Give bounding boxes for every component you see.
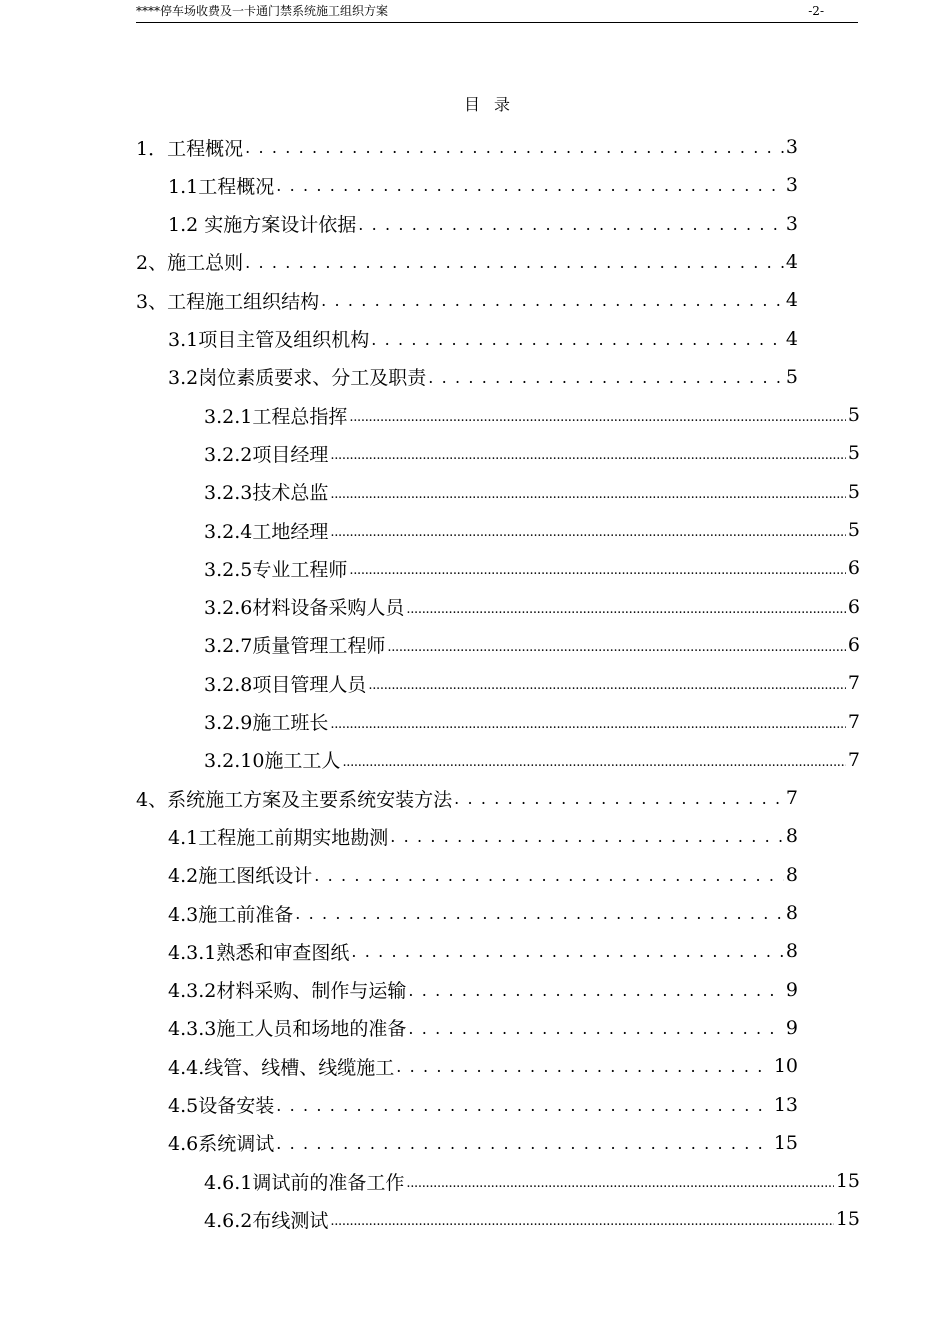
toc-entry-label: 4.3.3施工人员和场地的准备 — [168, 1018, 407, 1041]
toc-entry-label: 4.4.线管、线槽、线缆施工 — [168, 1056, 395, 1079]
toc-entry-label: 3.2.8项目管理人员 — [204, 673, 367, 696]
toc-entry-label: 4.3.2材料采购、制作与运输 — [168, 980, 407, 1003]
toc-entry[interactable] — [204, 703, 860, 741]
toc-entry[interactable] — [136, 779, 798, 817]
toc-entry-page-number: 6 — [847, 595, 860, 618]
toc-entry-page-number: 9 — [785, 1016, 798, 1039]
toc-entry-label: 1.1工程概况 — [168, 175, 275, 198]
toc-entry-label: 1.2 实施方案设计依据 — [168, 214, 357, 237]
toc-dot-leader — [314, 856, 784, 894]
toc-dot-leader — [368, 664, 846, 702]
toc-entry-page-number: 15 — [835, 1208, 860, 1231]
toc-entry[interactable] — [204, 1200, 860, 1238]
toc-dot-leader — [349, 396, 846, 434]
toc-title: 目录 — [463, 95, 524, 114]
toc-entry-page-number: 6 — [847, 557, 860, 580]
toc-entry-page-number: 9 — [785, 978, 798, 1001]
toc-entry-page-number: 10 — [773, 1055, 798, 1078]
header-title: ****停车场收费及一卡通门禁系统施工组织方案 — [136, 4, 389, 18]
toc-entry[interactable] — [168, 358, 798, 396]
toc-dot-leader — [454, 779, 784, 817]
toc-entry[interactable] — [168, 856, 798, 894]
toc-entry[interactable] — [168, 894, 798, 932]
toc-entry[interactable] — [204, 549, 860, 587]
toc-entry[interactable] — [168, 1086, 798, 1124]
toc-entry-label: 3、工程施工组织结构 — [136, 290, 320, 313]
toc-entry[interactable] — [204, 664, 860, 702]
toc-dot-leader — [371, 320, 784, 358]
toc-entry-label: 2、施工总则 — [136, 252, 244, 275]
toc-entry-page-number: 5 — [847, 480, 860, 503]
toc-entry[interactable] — [168, 932, 798, 970]
toc-entry[interactable] — [136, 128, 798, 166]
toc-dot-leader — [396, 1047, 772, 1085]
toc-entry-page-number: 7 — [847, 710, 860, 733]
toc-entry-page-number: 5 — [785, 365, 798, 388]
toc-dot-leader — [276, 1124, 772, 1162]
toc-dot-leader — [321, 281, 784, 319]
toc-dot-leader — [276, 166, 784, 204]
toc-dot-leader — [342, 741, 845, 779]
toc-entry[interactable] — [204, 588, 860, 626]
toc-entry-page-number: 3 — [785, 136, 798, 158]
toc-dot-leader — [330, 473, 846, 511]
toc-entry-label: 1．工程概况 — [136, 137, 244, 160]
toc-entry-page-number: 7 — [785, 787, 798, 810]
toc-entry-page-number: 5 — [847, 519, 860, 541]
toc-entry-label: 4.3施工前准备 — [168, 903, 294, 926]
toc-entry-page-number: 3 — [785, 174, 798, 197]
toc-dot-leader — [351, 932, 784, 970]
toc-dot-leader — [330, 703, 846, 741]
toc-entry-page-number: 8 — [785, 825, 798, 848]
toc-dot-leader — [387, 626, 846, 664]
toc-entry-label: 4、系统施工方案及主要系统安装方法 — [136, 788, 453, 811]
toc-entry[interactable] — [136, 281, 798, 319]
toc-entry-label: 3.2.9施工班长 — [204, 712, 329, 734]
toc-entry-label: 4.5设备安装 — [168, 1095, 275, 1117]
toc-dot-leader — [330, 511, 846, 549]
toc-entry-label: 3.2.5专业工程师 — [204, 558, 348, 581]
toc-dot-leader — [358, 205, 784, 243]
toc-entry[interactable] — [168, 1009, 798, 1047]
toc-dot-leader — [408, 971, 784, 1009]
toc-entry-label: 3.2岗位素质要求、分工及职责 — [168, 367, 427, 390]
toc-entry-page-number: 15 — [773, 1131, 798, 1154]
toc-dot-leader — [428, 358, 784, 396]
header-page-number: -2- — [808, 4, 824, 18]
toc-dot-leader — [245, 243, 784, 281]
toc-entry-page-number: 3 — [785, 212, 798, 235]
toc-entry[interactable] — [204, 741, 860, 779]
toc-entry-label: 4.6.1调试前的准备工作 — [204, 1171, 405, 1194]
toc-dot-leader — [406, 1162, 833, 1200]
toc-entry-label: 3.2.7质量管理工程师 — [204, 635, 386, 658]
toc-entry-page-number: 13 — [773, 1093, 798, 1116]
toc-entry[interactable] — [204, 473, 860, 511]
toc-entry-page-number: 4 — [785, 327, 798, 350]
toc-entry-page-number: 8 — [785, 940, 798, 963]
toc-entry-label: 3.2.6材料设备采购人员 — [204, 597, 405, 620]
toc-dot-leader — [245, 128, 784, 166]
toc-entry[interactable] — [168, 1124, 798, 1162]
toc-entry[interactable] — [204, 434, 860, 472]
toc-entry[interactable] — [168, 971, 798, 1009]
page-header — [136, 2, 858, 23]
toc-entry[interactable] — [168, 817, 798, 855]
toc-entry[interactable] — [168, 205, 798, 243]
toc-entry[interactable] — [168, 1047, 798, 1085]
toc-dot-leader — [349, 549, 846, 587]
toc-entry[interactable] — [168, 166, 798, 204]
toc-dot-leader — [276, 1086, 772, 1124]
toc-entry-page-number: 7 — [847, 672, 860, 695]
toc-entry-page-number: 4 — [785, 250, 798, 273]
toc-entry-label: 3.2.10施工工人 — [204, 750, 341, 773]
toc-entry-label: 3.2.3技术总监 — [204, 482, 329, 505]
toc-entry[interactable] — [204, 396, 860, 434]
toc-dot-leader — [330, 1200, 833, 1238]
toc-entry-page-number: 6 — [847, 633, 860, 656]
toc-entry[interactable] — [204, 1162, 860, 1200]
toc-entry-label: 4.2施工图纸设计 — [168, 865, 313, 888]
toc-entry-page-number: 7 — [847, 748, 860, 771]
toc-entry-label: 3.2.1工程总指挥 — [204, 405, 348, 428]
toc-entry[interactable] — [204, 511, 860, 549]
toc-entry-page-number: 8 — [785, 863, 798, 886]
toc-dot-leader — [330, 434, 846, 472]
toc-entry-page-number: 5 — [847, 442, 860, 465]
toc-dot-leader — [390, 817, 784, 855]
toc-dot-leader — [295, 894, 784, 932]
toc-entry-page-number: 5 — [847, 404, 860, 427]
toc-entry-label: 3.2.2项目经理 — [204, 443, 329, 466]
toc-entry[interactable] — [168, 320, 798, 358]
toc-entry-label: 4.3.1熟悉和审查图纸 — [168, 941, 350, 964]
toc-entry-page-number: 8 — [785, 902, 798, 924]
toc-entry[interactable] — [136, 243, 798, 281]
toc-dot-leader — [406, 588, 846, 626]
toc-dot-leader — [408, 1009, 784, 1047]
toc-entry-label: 3.1项目主管及组织机构 — [168, 329, 370, 351]
toc-entry[interactable] — [204, 626, 860, 664]
toc-entry-page-number: 4 — [785, 289, 798, 312]
toc-entry-label: 4.1工程施工前期实地勘测 — [168, 826, 389, 849]
toc-entry-label: 4.6.2布线测试 — [204, 1209, 329, 1232]
toc-entry-label: 4.6系统调试 — [168, 1133, 275, 1156]
toc-entry-label: 3.2.4工地经理 — [204, 520, 329, 543]
toc-entry-page-number: 15 — [835, 1170, 860, 1193]
